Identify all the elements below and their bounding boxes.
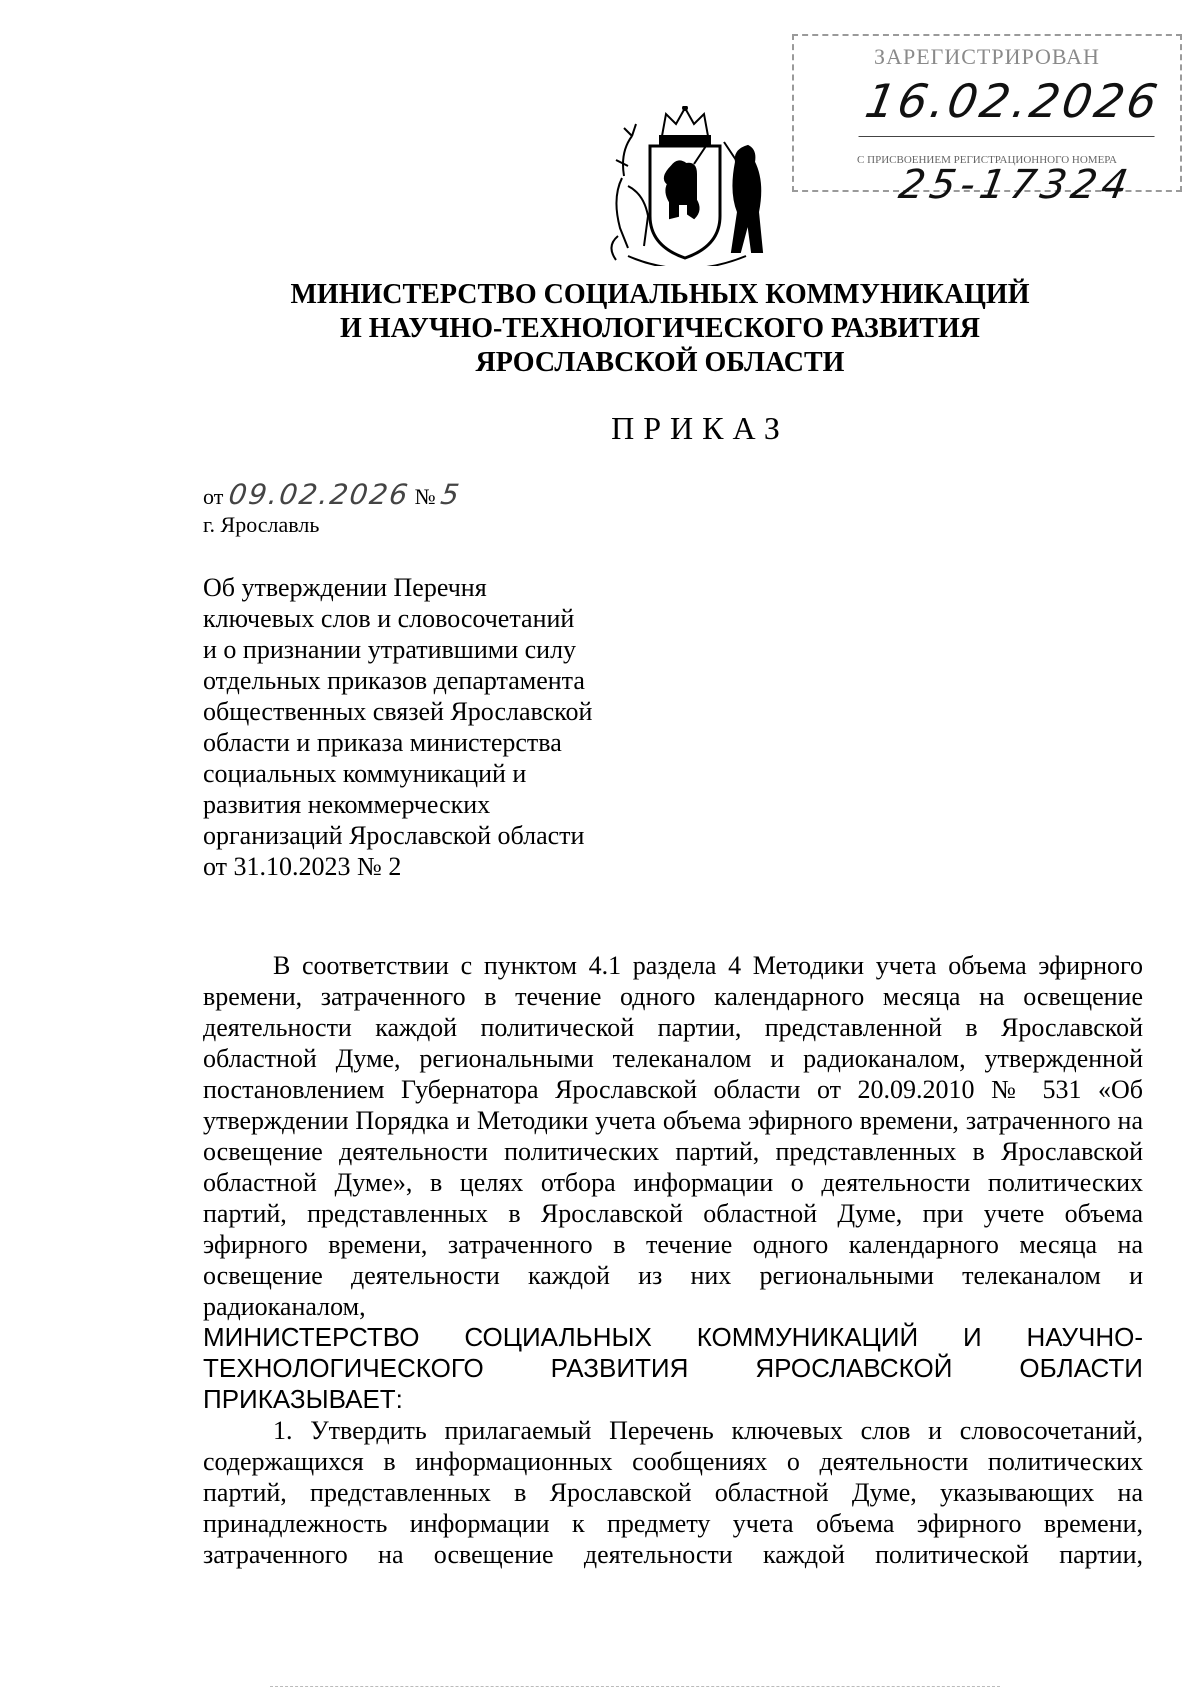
subject-line: и о признании утратившими силу — [203, 635, 577, 664]
order-date: 09.02.2026 — [226, 478, 412, 511]
registration-stamp — [792, 34, 1182, 208]
ministry-line-3: ЯРОСЛАВСКОЙ ОБЛАСТИ — [475, 347, 845, 378]
subject-line: развития некоммерческих — [203, 790, 491, 819]
stamp-date: 16.02.2026 — [858, 74, 1165, 137]
number-sign: № — [414, 484, 436, 509]
stamp-title: ЗАРЕГИСТРИРОВАН — [874, 44, 1100, 69]
order-subject — [203, 572, 653, 882]
subject-line: общественных связей Ярославской — [203, 697, 593, 726]
subject-line: области и приказа министерства — [203, 728, 562, 757]
ministry-line-1: МИНИСТЕРСТВО СОЦИАЛЬНЫХ КОММУНИКАЦИЙ — [290, 279, 1030, 310]
subject-line: социальных коммуникаций и — [203, 759, 527, 788]
subject-line: отдельных приказов департамента — [203, 666, 585, 695]
decree-line-3: ПРИКАЗЫВАЕТ: — [203, 1384, 403, 1414]
stamp-caption: С ПРИСВОЕНИЕМ РЕГИСТРАЦИОННОГО НОМЕРА — [857, 154, 1117, 166]
stamp-number: 25-17324 — [895, 162, 1137, 208]
preamble-paragraph: В соответствии с пунктом 4.1 раздела 4 Методики учета объема эфирного времени, затраченного в течение одного календарного месяца на освещение деятельности каждой политической партии, представленной в Ярославской областной Думе, региональными телеканалом и радиоканалом, утвержденной постановлением Губернатора Ярославской области от 20.09.2010 № 531 «Об утверждении Порядка и Методики учета объема эфирного времени, затраченного на освещение деятельности политических партий, представленных в Ярославской областной Думе», в целях отбора информации о деятельности политических партий, представленных в Ярославской областной Думе, при учете объема эфирного времени, затраченного в течение одного календарного месяца на освещение деятельности каждой из них региональными телеканалом и радиоканалом, — [203, 951, 1143, 1321]
decree-line-2: ТЕХНОЛОГИЧЕСКОГО РАЗВИТИЯ ЯРОСЛАВСКОЙ ОБЛАСТИ — [203, 1353, 1143, 1383]
page-bottom-rule — [270, 1686, 1000, 1687]
decree-line-1: МИНИСТЕРСТВО СОЦИАЛЬНЫХ КОММУНИКАЦИЙ И НАУЧНО- — [203, 1322, 1143, 1352]
document-type: ПРИКАЗ — [611, 410, 789, 446]
ministry-header — [240, 278, 1080, 380]
decree-statement — [203, 1322, 1143, 1415]
order-date-line — [203, 478, 464, 511]
order-number: 5 — [438, 478, 464, 511]
subject-line: Об утверждении Перечня — [203, 573, 487, 602]
subject-line: от 31.10.2023 № 2 — [203, 852, 402, 881]
date-prefix: от — [203, 484, 224, 509]
order-body — [203, 950, 1143, 1570]
coat-of-arms-icon — [588, 106, 782, 266]
subject-line: ключевых слов и словосочетаний — [203, 604, 575, 633]
subject-line: организаций Ярославской области — [203, 821, 585, 850]
city: г. Ярославль — [203, 512, 320, 537]
ministry-line-2: И НАУЧНО-ТЕХНОЛОГИЧЕСКОГО РАЗВИТИЯ — [340, 313, 980, 344]
item-1-paragraph: 1. Утвердить прилагаемый Перечень ключевых слов и словосочетаний, содержащихся в информационных сообщениях о деятельности политических партий, представленных в Ярославской областной Думе, указывающих на принадлежность информации к предмету учета объема эфирного времени, затраченного на освещение деятельности каждой политической партии, — [203, 1416, 1143, 1569]
